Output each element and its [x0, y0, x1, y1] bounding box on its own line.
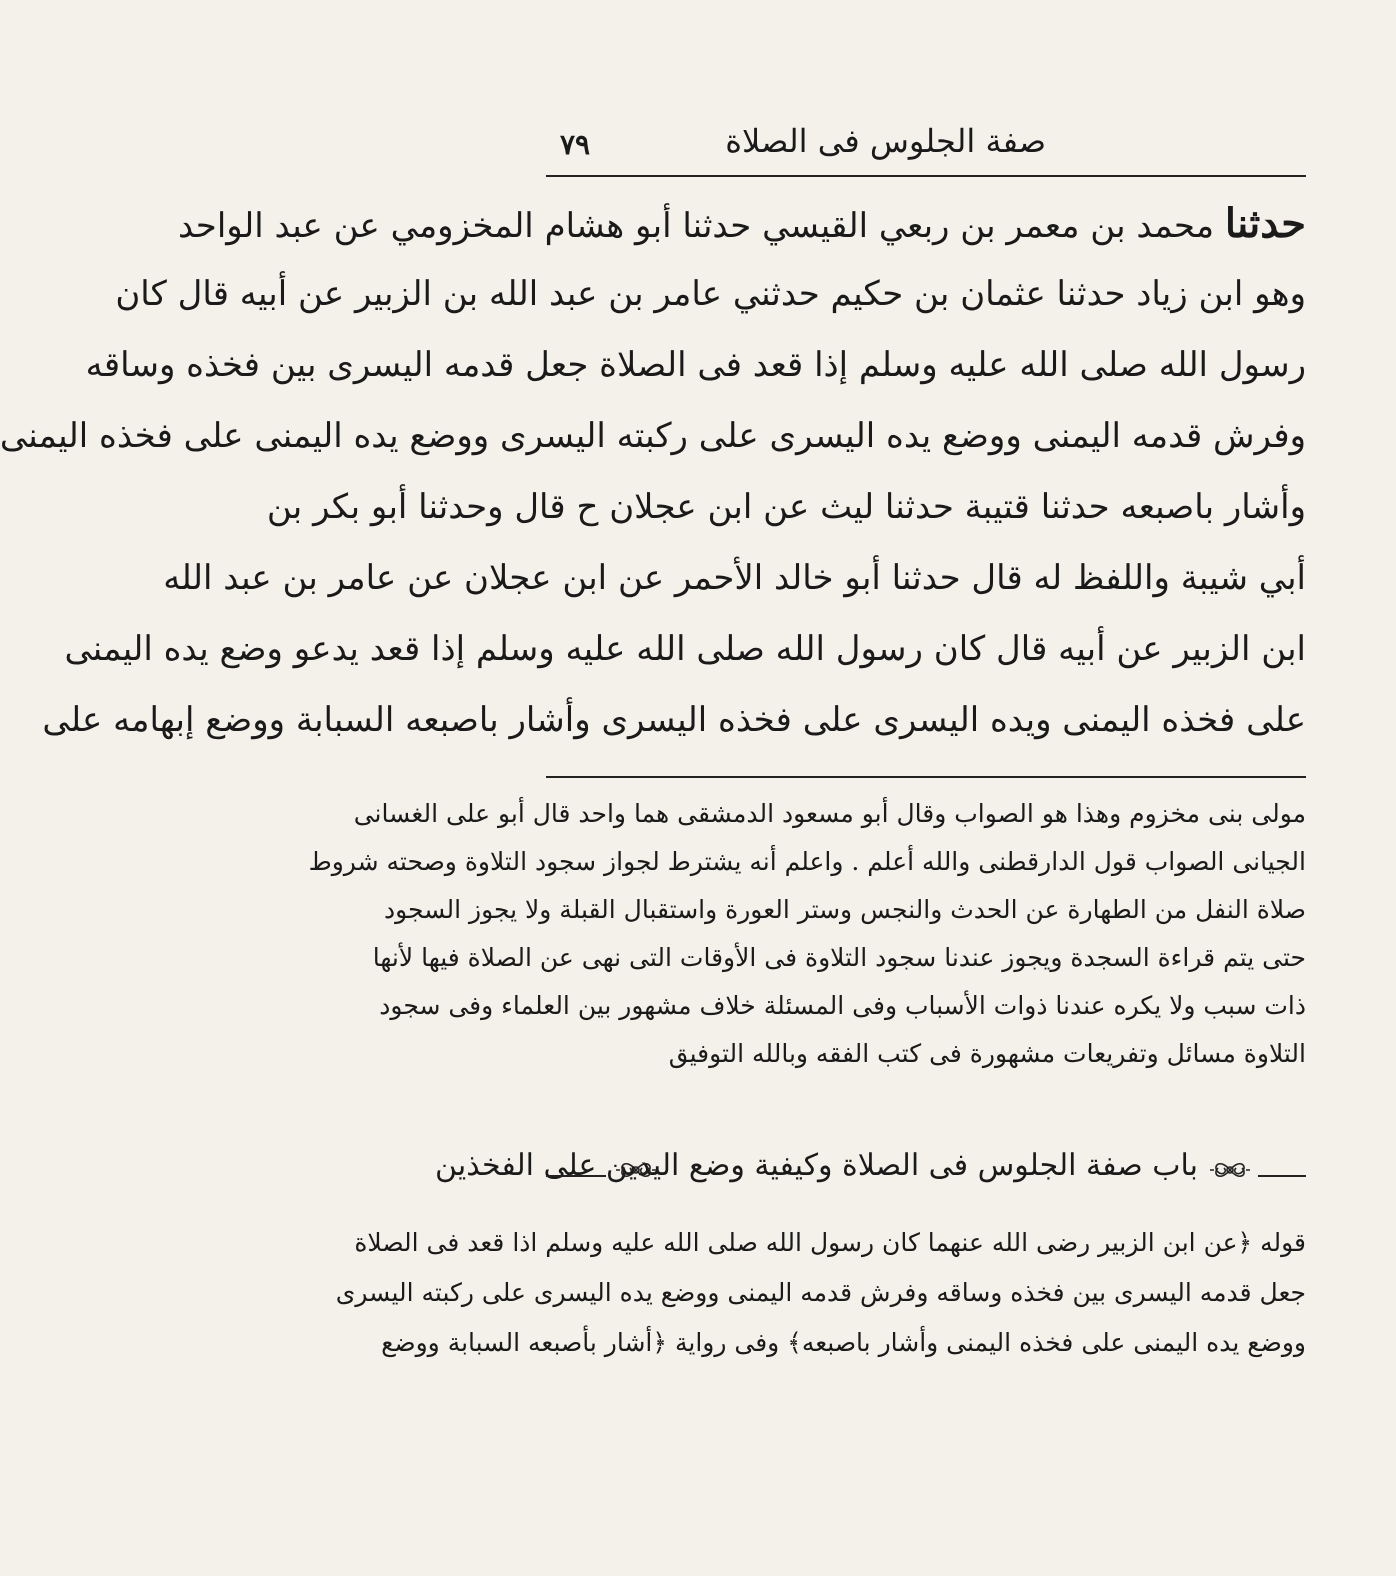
hadith-line-text: وفرش قدمه اليمنى ووضع يده اليسرى على ركبته اليسرى ووضع يده اليمنى على فخذه اليمنى: [0, 416, 1306, 456]
hadith-line: [0, 401, 1306, 472]
running-title: صفة الجلوس فى الصلاة: [725, 122, 1046, 160]
hadith-line-text: على فخذه اليمنى ويده اليسرى على فخذه اليسرى وأشار باصبعه السبابة ووضع إبهامه على: [42, 700, 1306, 740]
page-header: [546, 120, 1306, 168]
hadith-line-text: رسول الله صلى الله عليه وسلم إذا قعد فى الصلاة جعل قدمه اليسرى بين فخذه وساقه: [85, 345, 1306, 385]
chapter-heading: [435, 1140, 1306, 1200]
floral-ornament-icon: [1206, 1148, 1254, 1192]
commentary-line: حتى يتم قراءة السجدة ويجوز عندنا سجود التلاوة فى الأوقات التى نهى عن الصلاة فيها لأنها: [372, 943, 1306, 972]
heading-dash-left: [546, 1175, 606, 1177]
hadith-text-block: [0, 188, 1306, 756]
commentary-line: مولى بنى مخزوم وهذا هو الصواب وقال أبو مسعود الدمشقى هما واحد قال أبو على الغسانى: [353, 799, 1306, 828]
hadith-line: [85, 330, 1306, 401]
heading-dash-right: [1258, 1175, 1306, 1177]
explanation-line: جعل قدمه اليسرى بين فخذه وساقه وفرش قدمه اليمنى ووضع يده اليسرى على ركبته اليسرى: [335, 1278, 1306, 1307]
explanation-line: قوله ﴿عن ابن الزبير رضى الله عنهما كان رسول الله صلى الله عليه وسلم اذا قعد فى الصلاة: [354, 1228, 1306, 1257]
hadith-line: [163, 543, 1306, 614]
commentary-text-block: [308, 790, 1306, 1078]
hadith-line: [64, 614, 1306, 685]
chapter-title: باب صفة الجلوس فى الصلاة وكيفية وضع اليدين على الفخذين: [435, 1148, 1198, 1183]
commentary-line: الجيانى الصواب قول الدارقطنى والله أعلم . واعلم أنه يشترط لجواز سجود التلاوة وصحته شروط: [308, 847, 1306, 876]
page-number: ٧٩: [560, 128, 591, 161]
hadith-line-text: محمد بن معمر بن ربعي القيسي حدثنا أبو هشام المخزومي عن عبد الواحد: [177, 206, 1215, 246]
hadith-line: [266, 472, 1306, 543]
hadith-lead-word: حدثنا: [1224, 200, 1306, 247]
header-rule: [546, 175, 1306, 177]
hadith-line: [115, 259, 1306, 330]
hadith-line-text: ابن الزبير عن أبيه قال كان رسول الله صلى الله عليه وسلم إذا قعد يدعو وضع يده اليمنى: [64, 629, 1306, 669]
section-divider-rule: [546, 776, 1306, 778]
explanation-text-block: [335, 1218, 1306, 1368]
commentary-line: التلاوة مسائل وتفريعات مشهورة فى كتب الفقه وبالله التوفيق: [668, 1039, 1306, 1068]
commentary-line: ذات سبب ولا يكره عندنا ذوات الأسباب وفى المسئلة خلاف مشهور بين العلماء وفى سجود: [379, 991, 1306, 1020]
explanation-line: ووضع يده اليمنى على فخذه اليمنى وأشار باصبعه﴾ وفى رواية ﴿أشار بأصبعه السبابة ووضع: [381, 1328, 1306, 1357]
floral-ornament-icon: [612, 1148, 660, 1192]
hadith-line-text: أبي شيبة واللفظ له قال حدثنا أبو خالد الأحمر عن ابن عجلان عن عامر بن عبد الله: [163, 558, 1306, 598]
commentary-line: صلاة النفل من الطهارة عن الحدث والنجس وستر العورة واستقبال القبلة ولا يجوز السجود: [384, 895, 1306, 924]
hadith-line-text: وأشار باصبعه حدثنا قتيبة حدثنا ليث عن ابن عجلان ح قال وحدثنا أبو بكر بن: [266, 487, 1306, 527]
hadith-line-text: وهو ابن زياد حدثنا عثمان بن حكيم حدثني عامر بن عبد الله بن الزبير عن أبيه قال كان: [115, 274, 1306, 314]
hadith-line: [42, 685, 1306, 756]
hadith-line: [177, 188, 1306, 259]
